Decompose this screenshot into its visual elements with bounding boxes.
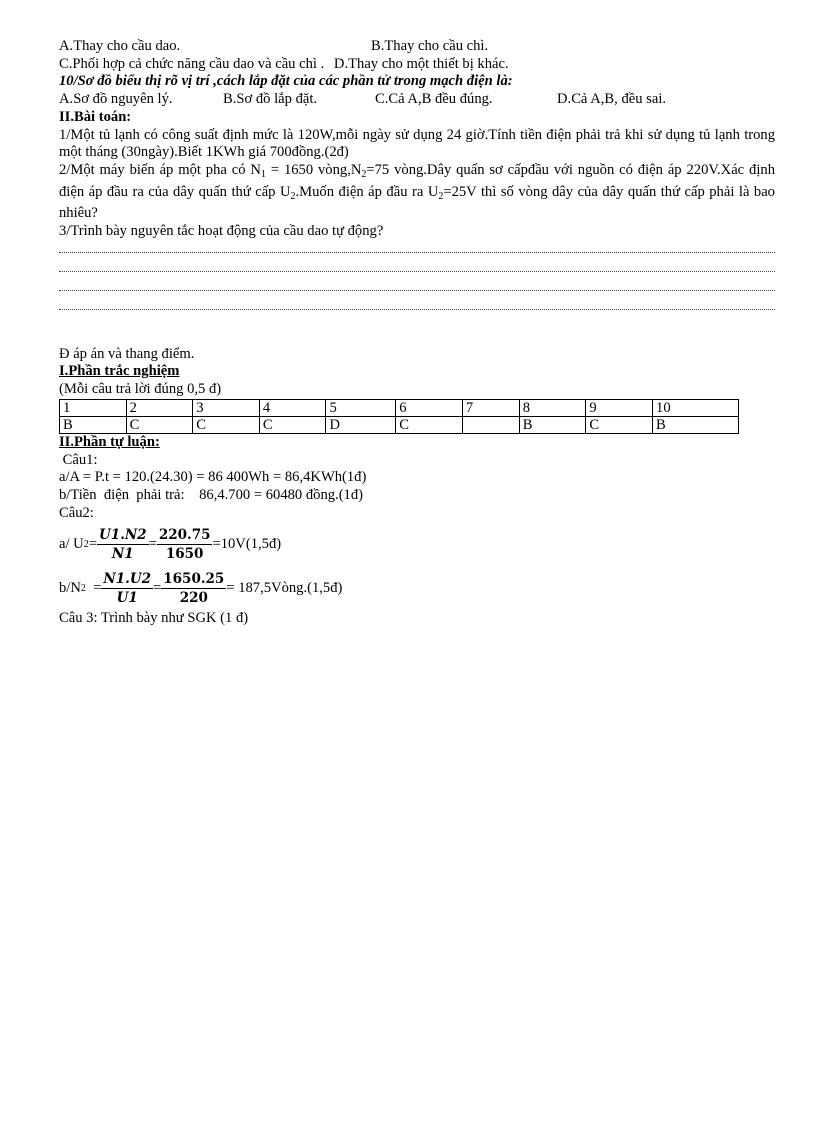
q10-option-b: B.Sơ đồ lắp đặt. [223,91,318,108]
cau2-b-eq: = [85,579,102,596]
answer-key-letter: D [326,416,396,433]
problem-2-sub-u2b: 2 [438,190,444,202]
answer-key-letter: C [259,416,326,433]
fraction-numerator: N1.U2 [103,570,152,587]
answer-key-number: 2 [126,399,193,416]
answers-heading: Đ áp án và thang điểm. [59,345,195,362]
problem-2-sub-n1: 1 [260,168,266,180]
answer-key-number: 10 [653,399,739,416]
fraction-denominator: 1650 [165,545,204,562]
cau2-a-result: =10V(1,5đ) [212,535,282,552]
q10-options [59,91,775,109]
answer-key-table [59,399,739,434]
fraction-numerator: 1650.25 [163,570,225,587]
answer-key-letter: B [60,416,127,433]
answer-key-letters-row [60,416,739,433]
answer-key-letter: C [396,416,463,433]
fraction-numerator: 220.75 [158,526,211,543]
cau2-a-eq: = [88,535,97,552]
problem-3: 3/Trình bày nguyên tắc hoạt động của cầu dao tự động? [59,223,384,240]
problem-2-sub-u2: 2 [290,190,296,202]
cau2-a-sub: 2 [83,538,89,550]
q10-question: 10/Sơ đồ biểu thị rõ vị trí ,cách lắp đặt của các phần tử trong mạch điện là: [59,73,513,90]
problem-1: 1/Một tủ lạnh có công suất định mức là 120W,mỗi ngày sử dụng 24 giờ.Tính tiền điện phải trả khi sử dụng tủ lạnh trong một tháng (30ngày).Biết 1KWh giá 700đồng.(2đ) [59,126,775,161]
answer-key-letter: C [586,416,653,433]
answer-key-number: 5 [326,399,396,416]
answer-line [59,272,775,291]
answer-key-letter: C [126,416,193,433]
answers-part2-title: II.Phần tự luận: [59,433,160,450]
cau2-b-label: b/N [59,579,81,596]
answer-key-number: 7 [462,399,519,416]
answer-key-number: 1 [60,399,127,416]
cau2-a-label: a/ U [59,535,84,552]
exam-page [59,38,775,628]
problem-2-text-c: =75 vòng.Dây quấn sơ cấpđầu với nguồn có điện áp 220V.Xác định điện áp đầu ra của dây quấn thứ cấp U [59,161,775,200]
fraction-numerator: U1.N2 [98,526,147,543]
answer-line [59,253,775,272]
cau2-b-sub: 2 [80,582,86,594]
cau3: Câu 3: Trình bày như SGK (1 đ) [59,610,249,627]
cau2-label: Câu2: [59,504,94,521]
answer-key-numbers-row [60,399,739,416]
answer-key-number: 6 [396,399,463,416]
answers-part1-note: (Mỗi câu trả lời đúng 0,5 đ) [59,381,222,398]
answer-key-letter: B [653,416,739,433]
answer-key-letter [462,416,519,433]
cau1-label: Câu1: [59,451,98,468]
fraction-denominator: U1 [116,589,138,606]
q10-option-d: D.Cả A,B, đều sai. [557,91,667,108]
answer-key-number: 8 [519,399,586,416]
answer-line [59,241,775,253]
answers-part1-title: I.Phần trắc nghiệm [59,363,180,380]
answer-key-number: 3 [193,399,260,416]
cau2-b-fraction-symbolic [101,570,153,607]
cau2-b-fraction-numeric [161,570,226,607]
problem-2-text-a: 2/Một máy biến áp một pha có N [59,161,261,178]
fraction-denominator: 220 [179,589,208,606]
fraction-denominator: N1 [111,545,134,562]
problem-2-text-e: =25V thì số vòng dây của dây quấn thứ cấp phải là bao nhiêu? [59,183,775,222]
cau2-a-fraction-symbolic [97,526,149,563]
answer-key-number: 9 [586,399,653,416]
q9-row-1 [59,38,775,56]
q9-row-2 [59,56,775,74]
cau2-b-formula: b/N 2 = $\frac{N1.U2}{U1}$ = $\frac{1650.25}{220}$ = 187,5Vòng.(1,5đ) [59,570,343,606]
problem-2-sub-n2: 2 [361,168,367,180]
q9-option-a: A.Thay cho cầu dao. [59,38,181,54]
problem-2-text-d: .Muốn điện áp đầu ra U [295,183,439,200]
answer-key-letter: B [519,416,586,433]
q9-option-b: B.Thay cho cầu chì. [371,38,489,54]
problem-2-text-b: = 1650 vòng,N [265,161,362,178]
q10-option-a: A.Sơ đồ nguyên lý. [59,91,173,108]
answer-line [59,291,775,310]
cau1-b: b/Tiền điện phải trả: 86,4.700 = 60480 đồng.(1đ) [59,486,364,503]
q10-option-c: C.Cả A,B đều đúng. [375,91,493,108]
part2-title: II.Bài toán: [59,108,132,125]
cau1-a: a/A = P.t = 120.(24.30) = 86 400Wh = 86,4KWh(1đ) [59,469,367,486]
q9-option-d: D.Thay cho một thiết bị khác. [333,55,509,72]
problem-2 [59,162,775,223]
cau2-a-formula: a/ U 2 = $\frac{U1.N2}{N1}$ = $\frac{220.75}{1650}$ =10V(1,5đ) [59,526,282,562]
answer-key-number: 4 [259,399,326,416]
q9-option-c: C.Phối hợp cả chức năng cầu dao và cầu chì . [59,55,325,72]
answer-key-letter: C [193,416,260,433]
cau2-a-fraction-numeric [157,526,213,563]
cau2-b-result: = 187,5Vòng.(1,5đ) [226,579,343,596]
